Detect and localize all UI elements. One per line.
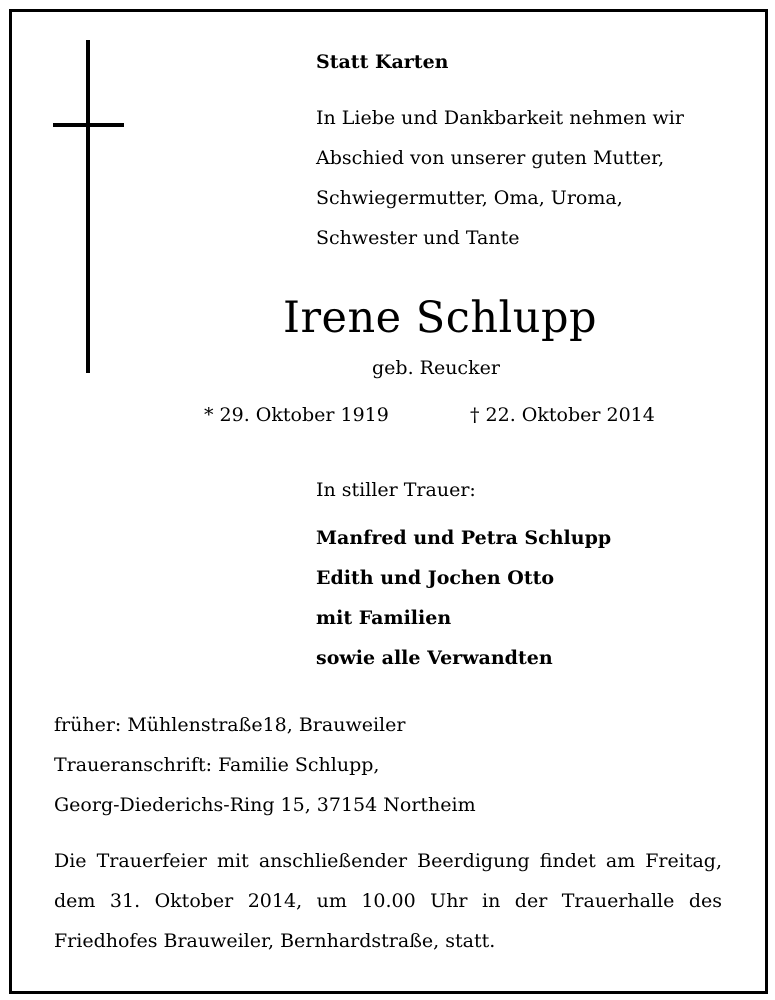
mourner-line: mit Familien (316, 607, 452, 629)
ceremony-line: Friedhofes Brauweiler, Bernhardstraße, statt. (54, 930, 496, 952)
intro-line: Abschied von unserer guten Mutter, (316, 147, 665, 169)
ceremony-line: Die Trauerfeier mit anschließender Beerdigung findet am Freitag, (54, 850, 722, 872)
mourner-line: Manfred und Petra Schlupp (316, 527, 612, 549)
maiden-name: geb. Reucker (372, 357, 500, 379)
address-line: Traueranschrift: Familie Schlupp, (54, 754, 380, 776)
intro-line: In Liebe und Dankbarkeit nehmen wir (316, 107, 684, 129)
deceased-name: Irene Schlupp (283, 293, 598, 343)
cross-horizontal-bar (53, 123, 124, 127)
cross-vertical-bar (86, 40, 90, 373)
mourner-line: sowie alle Verwandten (316, 647, 553, 669)
death-date: † 22. Oktober 2014 (470, 404, 655, 426)
address-line: Georg-Diederichs-Ring 15, 37154 Northeim (54, 794, 476, 816)
intro-line: Schwester und Tante (316, 227, 520, 249)
mourner-line: Edith und Jochen Otto (316, 567, 555, 589)
address-line: früher: Mühlenstraße18, Brauweiler (54, 714, 406, 736)
ceremony-line: dem 31. Oktober 2014, um 10.00 Uhr in der Trauerhalle des (54, 890, 722, 912)
statt-karten-heading: Statt Karten (316, 51, 449, 73)
birth-date: * 29. Oktober 1919 (204, 404, 389, 426)
intro-line: Schwiegermutter, Oma, Uroma, (316, 187, 623, 209)
mourners-heading: In stiller Trauer: (316, 479, 476, 501)
